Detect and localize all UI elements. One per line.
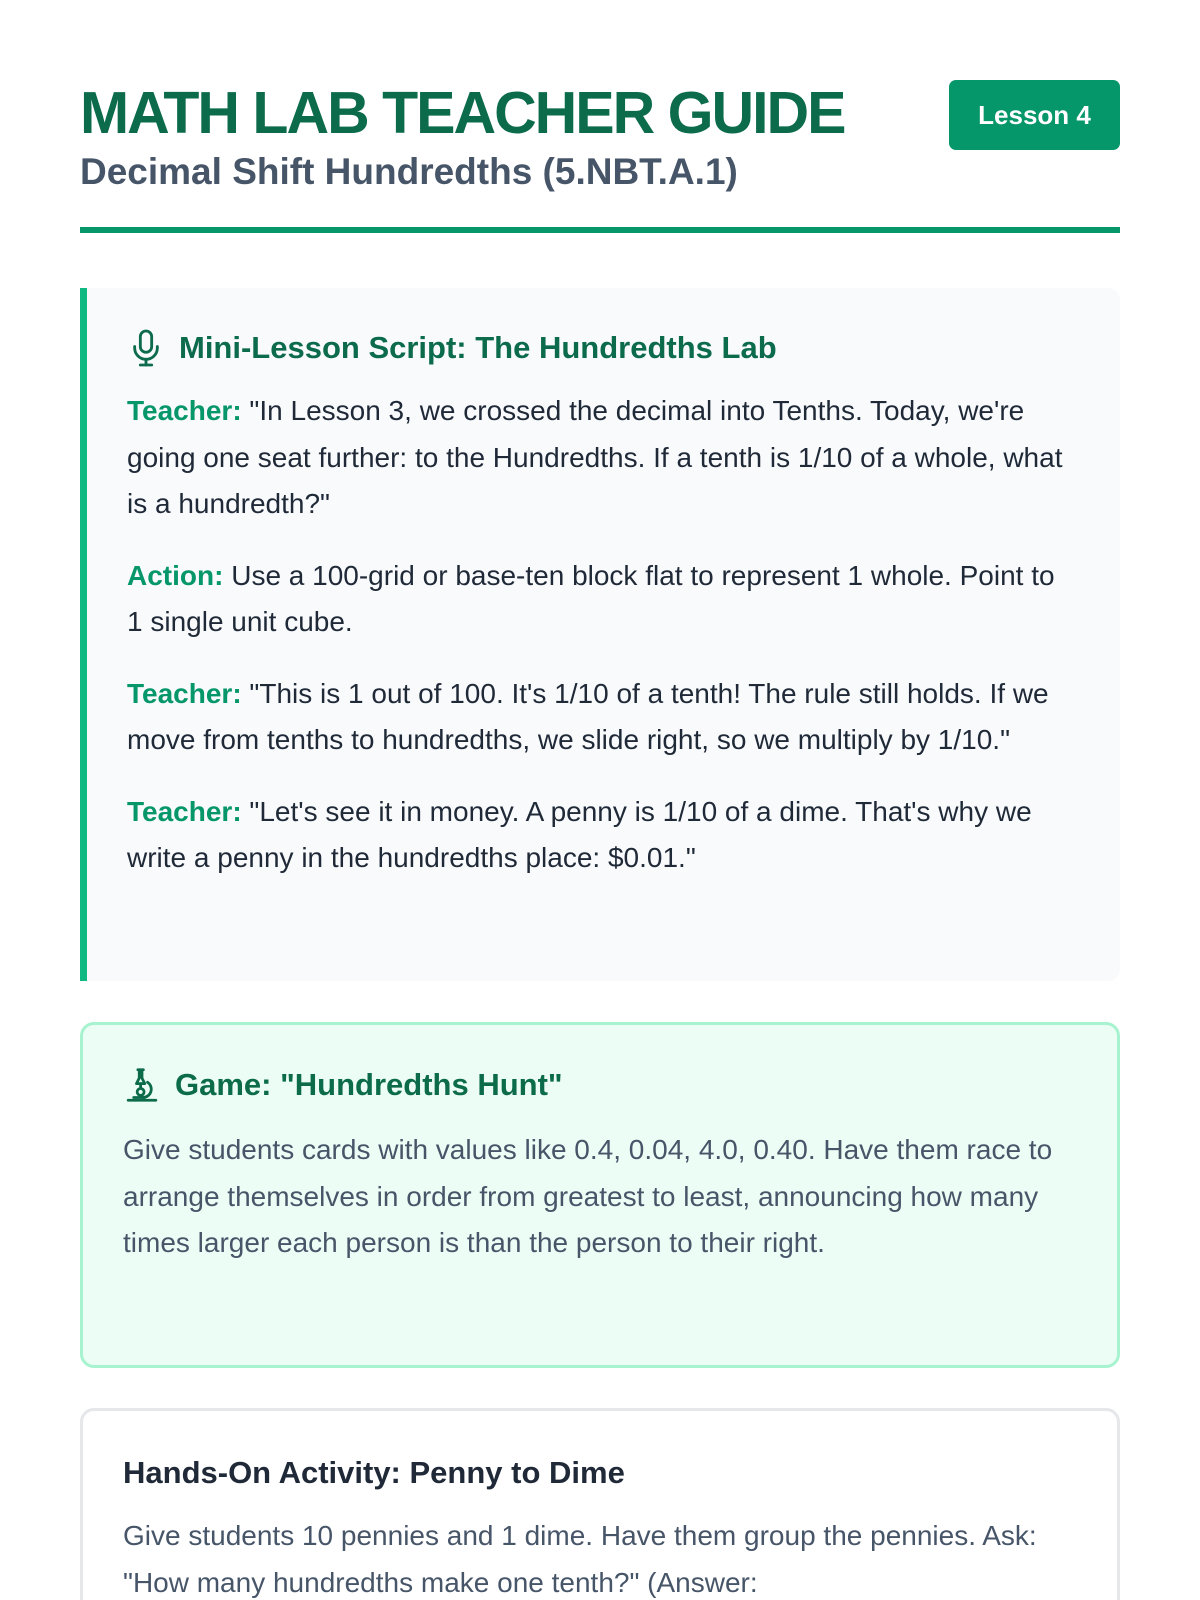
game-heading (123, 1065, 1077, 1105)
activity-card (80, 1408, 1120, 1600)
page-title: MATH LAB TEACHER GUIDE (80, 80, 845, 146)
speaker-label: Action: (127, 559, 224, 591)
activity-description: Give students 10 pennies and 1 dime. Have them group the pennies. Ask: "How many hundredths make one tenth?" (Answer: (123, 1520, 1037, 1598)
speaker-label: Teacher: (127, 677, 242, 709)
script-heading-text: Mini-Lesson Script: The Hundredths Lab (179, 330, 777, 365)
microscope-icon (123, 1065, 161, 1105)
script-line: "In Lesson 3, we crossed the decimal into Tenths. Today, we're going one seat further: to the Hundredths. If a tenth is 1/10 of a whole, what is a hundredth?" (127, 395, 1063, 519)
page-subtitle: Decimal Shift Hundredths (5.NBT.A.1) (80, 151, 738, 192)
script-paragraph (127, 789, 1076, 882)
activity-heading: Hands-On Activity: Penny to Dime (123, 1455, 625, 1490)
script-line: Use a 100-grid or base-ten block flat to represent 1 whole. Point to 1 single unit cube. (127, 559, 1055, 637)
script-paragraph (127, 553, 1076, 646)
script-paragraph (127, 671, 1076, 764)
mini-lesson-script-card (80, 288, 1120, 981)
game-description: Give students cards with values like 0.4, 0.04, 4.0, 0.40. Have them race to arrange themselves in order from greatest to least, announcing how many times larger each person is than the person to their right. (123, 1134, 1053, 1258)
lesson-badge: Lesson 4 (949, 80, 1120, 150)
script-line: "This is 1 out of 100. It's 1/10 of a tenth! The rule still holds. If we move from tenths to hundredths, we slide right, so we multiply by 1/10." (127, 677, 1049, 755)
microphone-icon (127, 328, 165, 368)
script-heading (127, 328, 1076, 368)
game-heading-text: Game: "Hundredths Hunt" (175, 1067, 563, 1102)
speaker-label: Teacher: (127, 395, 242, 426)
script-line: "Let's see it in money. A penny is 1/10 of a dime. That's why we write a penny in the hundredths place: $0.01." (127, 795, 1032, 873)
header-divider (80, 227, 1120, 233)
game-card (80, 1022, 1120, 1368)
speaker-label: Teacher: (127, 795, 242, 827)
script-paragraph (127, 388, 1076, 528)
